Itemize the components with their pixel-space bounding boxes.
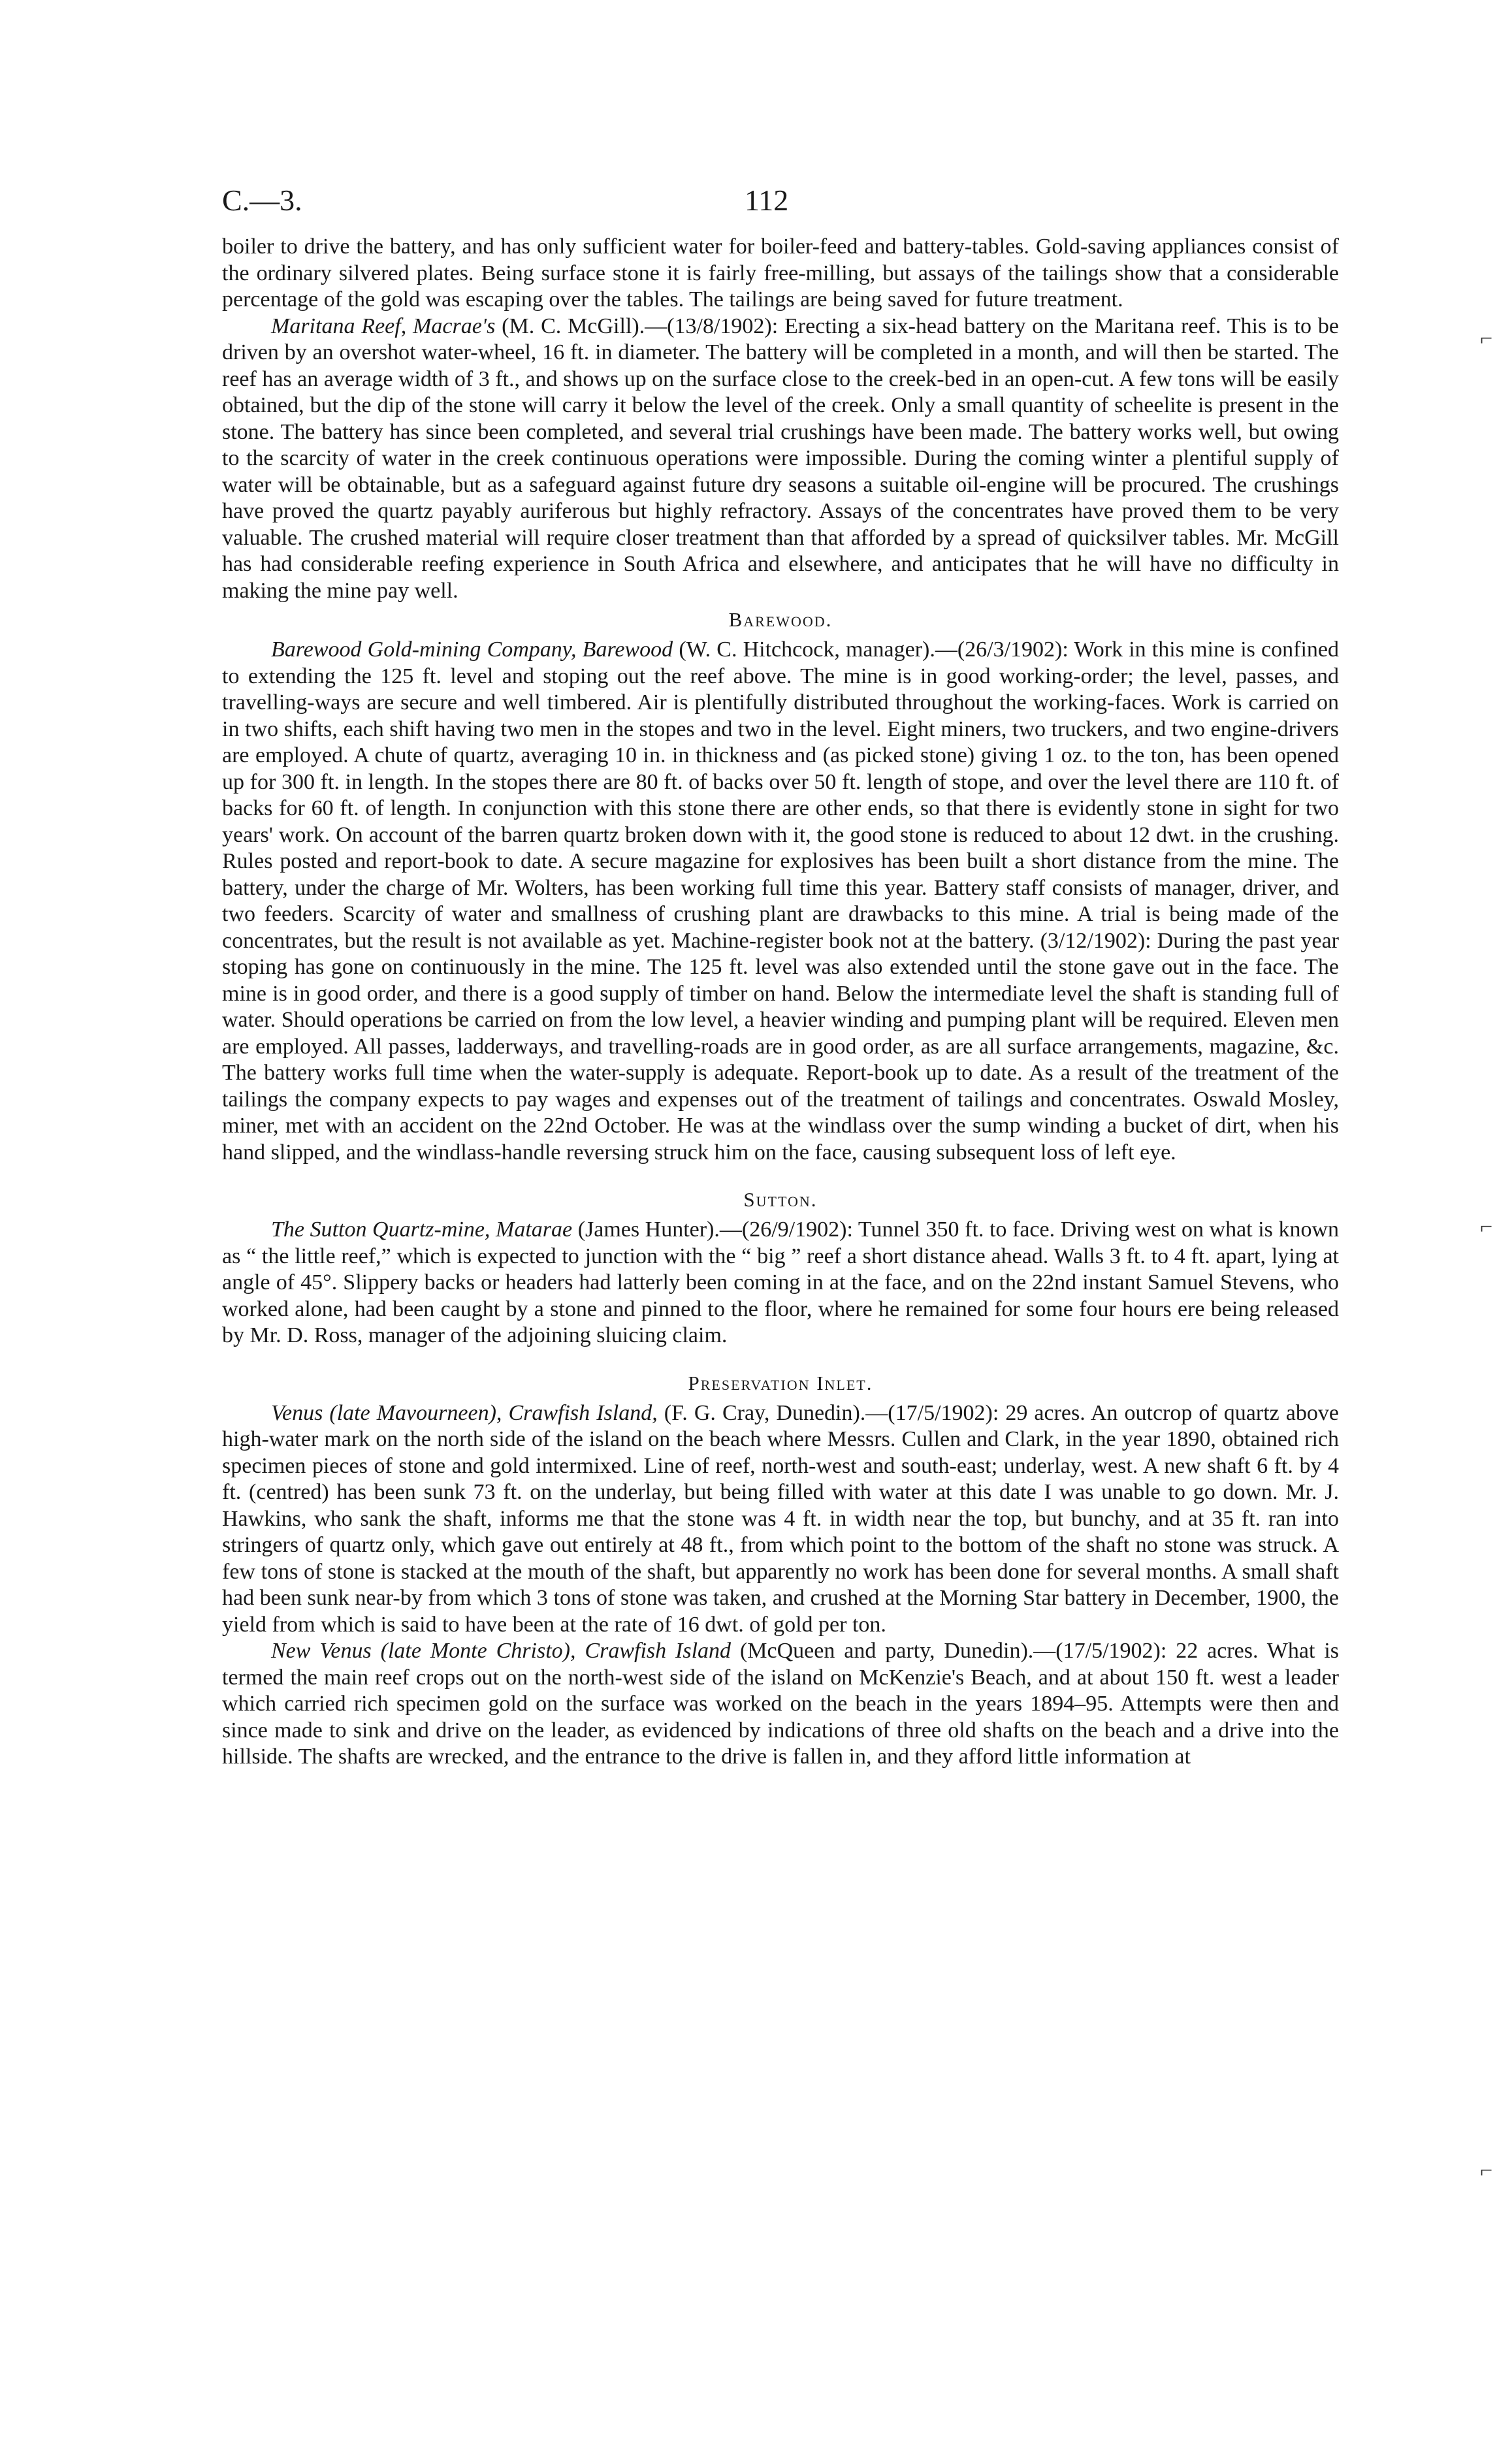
paragraph-title: Barewood Gold-mining Company, Barewood <box>271 637 673 662</box>
paragraph <box>222 314 1339 605</box>
paragraph <box>222 234 1339 314</box>
section-preservation-inlet <box>222 1370 1339 1771</box>
section-sutton <box>222 1187 1339 1349</box>
paragraph-text: (W. C. Hitchcock, manager).—(26/3/1902): Work in this mine is confined to extending the 125 ft. level and stoping out the reef above. The mine is in good working-order; the level, passes, and travelling-ways are secure and well timbered. Air is plentifully distributed throughout the working-faces. Work is carried on in two shifts, each shift having two men in the stopes and two in the level. Eight miners, two truckers, and two engine-drivers are employed. A chute of quartz, averaging 10 in. in thickness and (as picked stone) giving 1 oz. to the ton, has been opened up for 300 ft. in length. In the stopes there are 80 ft. of backs over 50 ft. length of stope, and over the level there are 110 ft. of backs for 60 ft. of length. In conjunction with this stone there are other ends, so that there is evidently stone in sight for two years' work. On account of the barren quartz broken down with it, the good stone is reduced to about 12 dwt. in the crushing. Rules posted and report-book to date. A secure magazine for explosives has been built a short distance from the mine. The battery, under the charge of Mr. Wolters, has been working full time this year. Battery staff consists of manager, driver, and two feeders. Scarcity of water and smallness of crushing plant are drawbacks to this mine. A trial is being made of the concentrates, but the result is not available as yet. Machine-register book not at the battery. (3/12/1902): During the past year stoping has gone on continuously in the mine. The 125 ft. level was also extended until the stone gave out in the face. The mine is in good order, and there is a good supply of timber on hand. Below the intermediate level the shaft is standing full of water. Should operations be carried on from the low level, a heavier winding and pumping plant will be required. Eleven men are employed. All passes, ladderways, and travelling-roads are in good order, as are all surface arrangements, magazine, &c. The battery works full time when the water-supply is adequate. Report-book up to date. As a result of the treatment of the tailings the company expects to pay wages and expenses out of the treatment of tailings and concentrates. Oswald Mosley, miner, met with an accident on the 22nd October. He was at the windlass over the sump winding a bucket of dirt, when his hand slipped, and the windlass-handle reversing struck him on the face, causing subsequent loss of left eye. <box>222 637 1339 1165</box>
margin-mark: ⌐ <box>1480 327 1493 351</box>
section-barewood <box>222 607 1339 1166</box>
paragraph-title: New Venus (late Monte Christo), Crawfish Island <box>271 1639 732 1663</box>
section-continuation <box>222 234 1339 604</box>
paragraph-text: boiler to drive the battery, and has only sufficient water for boiler-feed and battery-tables. Gold-saving appliances consist of the ordinary silvered plates. Being surface stone it is fairly free-milling, but assays of the tailings show that a considerable percentage of the gold was escaping over the tables. The tailings are being saved for future treatment. <box>222 234 1339 312</box>
page-number: 112 <box>745 184 789 217</box>
paragraph-text: (James Hunter).—(26/9/1902): Tunnel 350 ft. to face. Driving west on what is known as “ the little reef,” which is expected to junction with the “ big ” reef a short distance ahead. Walls 3 ft. to 4 ft. apart, lying at angle of 45°. Slippery backs or headers had latterly been coming in at the face, and on the 22nd instant Samuel Stevens, who worked alone, had been caught by a stone and pinned to the floor, where he remained for some four hours ere being released by Mr. D. Ross, manager of the adjoining sluicing claim. <box>222 1217 1340 1347</box>
paragraph-text: (McQueen and party, Dunedin).—(17/5/1902): 22 acres. What is termed the main reef crops out on the north-west side of the island on McKenzie's Beach, and at about 150 ft. west a leader which carried rich specimen gold on the surface was worked on the beach in the years 1894–95. Attempts were then and since made to sink and drive on the leader, as evidenced by indications of three old shafts on the beach and a drive into the hillside. The shafts are wrecked, and the entrance to the drive is fallen in, and they afford little information at <box>222 1639 1340 1769</box>
paragraph-title: Venus (late Mavourneen), Crawfish Island, <box>271 1400 658 1425</box>
margin-mark: ⌐ <box>1480 1215 1493 1239</box>
paragraph <box>222 637 1339 1166</box>
paragraph <box>222 1638 1339 1771</box>
paragraph <box>222 1400 1339 1639</box>
paragraph-title: Maritana Reef, Macrae's <box>271 314 496 338</box>
page <box>222 183 1339 1771</box>
paragraph-title: The Sutton Quartz-mine, Matarae <box>271 1217 573 1242</box>
section-heading: Sutton. <box>743 1188 818 1211</box>
paragraph-text: (M. C. McGill).—(13/8/1902): Erecting a six-head battery on the Maritana reef. This is to be driven by an overshot water-wheel, 16 ft. in diameter. The battery will be completed in a month, and will then be started. The reef has an average width of 3 ft., and shows up on the surface close to the creek-bed in an open-cut. A few tons will be easily obtained, but the dip of the stone will carry it below the level of the creek. Only a small quantity of scheelite is present in the stone. The battery has since been completed, and several trial crushings have been made. The battery works well, but owing to the scarcity of water in the creek continuous operations were impossible. During the coming winter a plentiful supply of water will be obtainable, but as a safeguard against future dry seasons a suitable oil-engine will be procured. The crushings have proved the quartz payably auriferous but highly refractory. Assays of the concentrates have proved them to be very valuable. The crushed material will require closer treatment than that afforded by a spread of quicksilver tables. Mr. McGill has had considerable reefing experience in South Africa and elsewhere, and anticipates that he will have no difficulty in making the mine pay well. <box>222 314 1339 603</box>
paragraph-text: (F. G. Cray, Dunedin).—(17/5/1902): 29 acres. An outcrop of quartz above high-water mark on the north side of the island on the beach where Messrs. Cullen and Clark, in the year 1890, obtained rich specimen pieces of stone and gold intermixed. Line of reef, north-west and south-east; underlay, west. A new shaft 6 ft. by 4 ft. (centred) has been sunk 73 ft. on the underlay, but being filled with water at this date I was unable to go down. Mr. J. Hawkins, who sank the shaft, informs me that the stone was 4 ft. in width near the top, but bunchy, and at 35 ft. ran into stringers of quartz only, which gave out entirely at 48 ft., from which point to the bottom of the shaft no stone was struck. A few tons of stone is stacked at the mouth of the shaft, but apparently no work has been done for several months. A small shaft had been sunk near-by from which 3 tons of stone was taken, and crushed at the Morning Star battery in December, 1900, the yield from which is said to have been at the rate of 16 dwt. of gold per ton. <box>222 1400 1339 1637</box>
paragraph <box>222 1217 1339 1349</box>
margin-mark: ⌐ <box>1480 2159 1493 2183</box>
page-header <box>222 183 1339 234</box>
document-reference: C.—3. <box>222 184 302 217</box>
section-heading: Barewood. <box>728 608 833 631</box>
section-heading: Preservation Inlet. <box>688 1371 873 1394</box>
